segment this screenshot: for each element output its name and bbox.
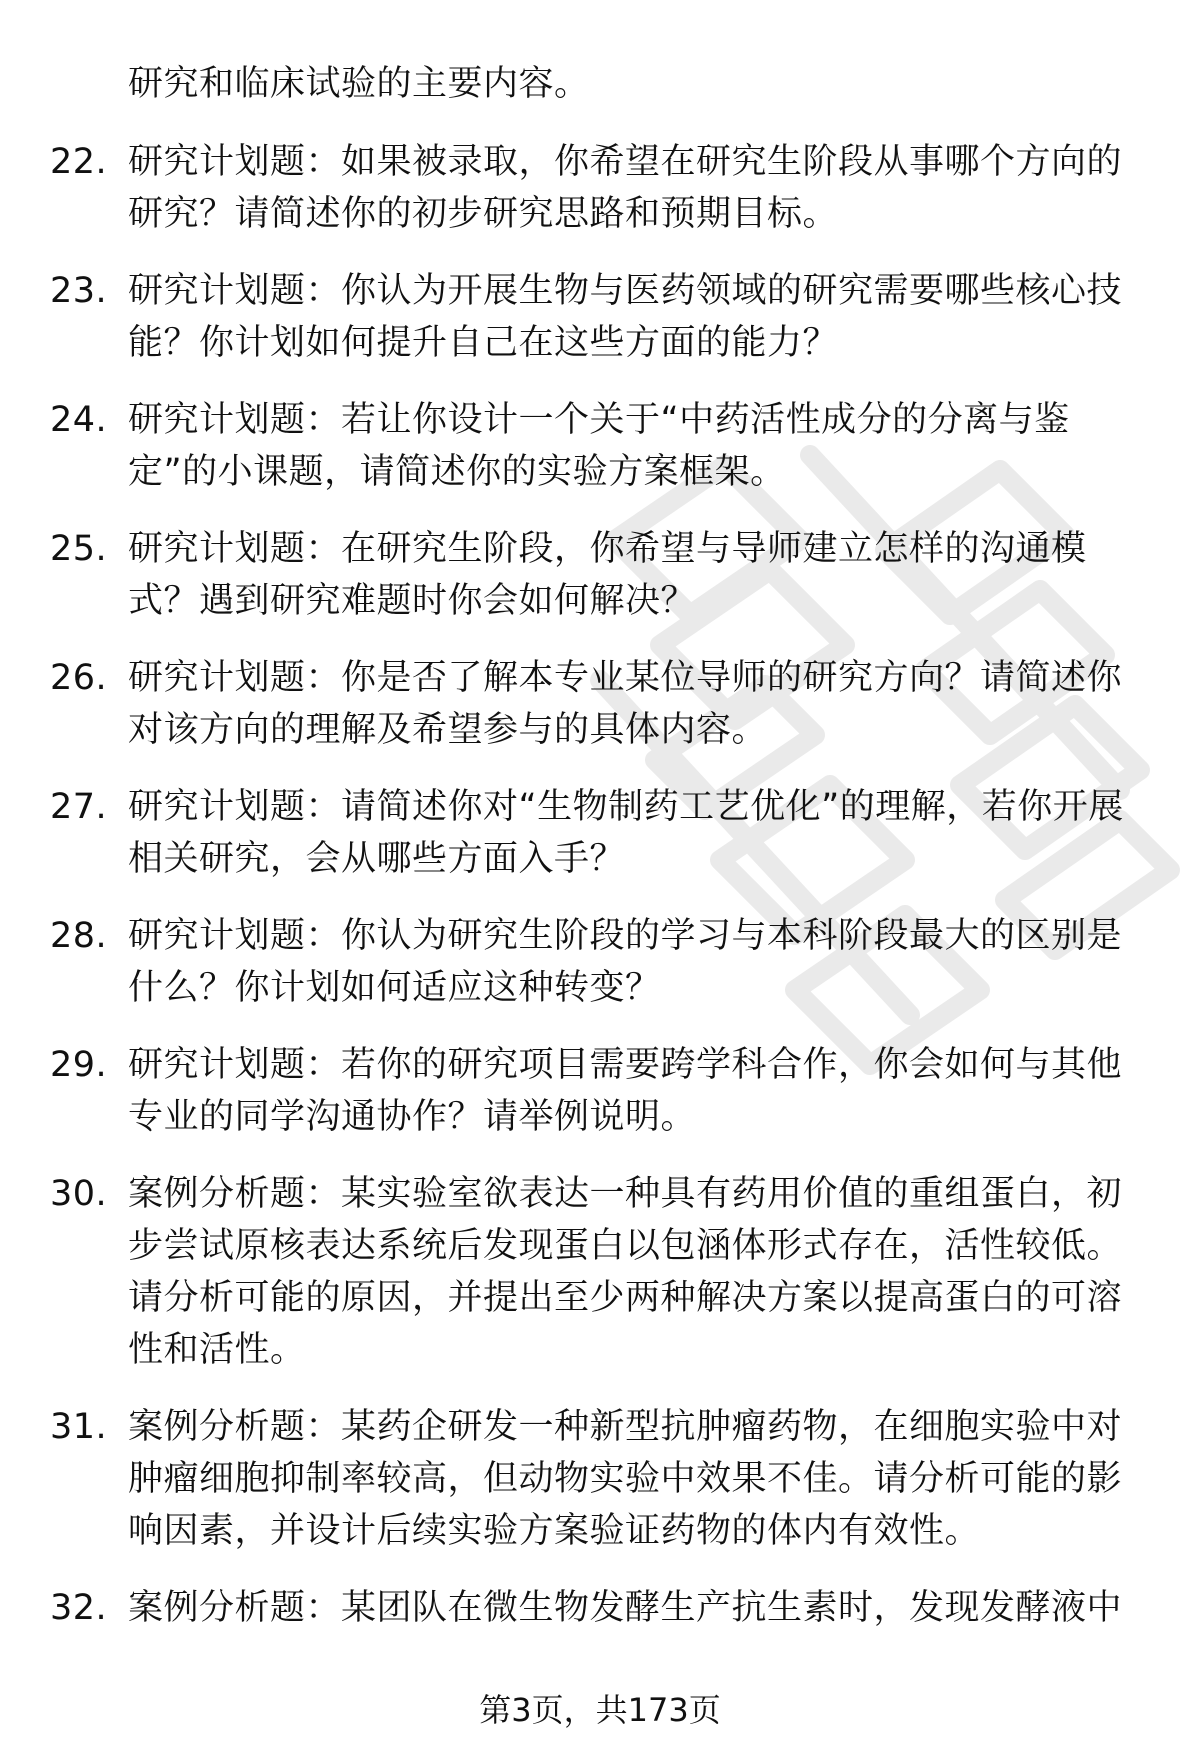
question-item-28: [50, 910, 1150, 1014]
question-text: 研究计划题：请简述你对“生物制药工艺优化”的理解，若你开展相关研究，会从哪些方面入手？: [128, 787, 1124, 879]
continued-question-text: 研究和临床试验的主要内容。: [128, 64, 590, 104]
page-footer: 第3页，共173页: [479, 1691, 721, 1729]
question-item-24: [50, 394, 1150, 498]
question-item-27: [50, 781, 1150, 885]
question-item-26: [50, 652, 1150, 756]
question-item-25: [50, 523, 1150, 627]
question-item-30: [50, 1168, 1150, 1376]
question-number: 22.: [50, 142, 108, 182]
question-item-29: [50, 1039, 1150, 1143]
question-item-22: [50, 136, 1150, 240]
question-text: 案例分析题：某团队在微生物发酵生产抗生素时，发现发酵液中: [128, 1588, 1123, 1628]
question-number: 27.: [50, 787, 108, 827]
question-text: 研究计划题：你认为开展生物与医药领域的研究需要哪些核心技能？你计划如何提升自己在这些方面的能力？: [128, 271, 1123, 363]
question-number: 25.: [50, 529, 108, 569]
question-number: 24.: [50, 400, 108, 440]
question-text: 案例分析题：某药企研发一种新型抗肿瘤药物，在细胞实验中对肿瘤细胞抑制率较高，但动物实验中效果不佳。请分析可能的影响因素，并设计后续实验方案验证药物的体内有效性。: [128, 1407, 1123, 1551]
question-text: 研究计划题：若你的研究项目需要跨学科合作，你会如何与其他专业的同学沟通协作？请举例说明。: [128, 1045, 1123, 1137]
question-number: 26.: [50, 658, 108, 698]
question-item-31: [50, 1401, 1150, 1557]
question-number: 29.: [50, 1045, 108, 1085]
question-number: 32.: [50, 1588, 108, 1628]
question-text: 研究计划题：如果被录取，你希望在研究生阶段从事哪个方向的研究？请简述你的初步研究思路和预期目标。: [128, 142, 1123, 234]
question-number: 31.: [50, 1407, 108, 1447]
question-number: 28.: [50, 916, 108, 956]
question-text: 研究计划题：在研究生阶段，你希望与导师建立怎样的沟通模式？遇到研究难题时你会如何解决？: [128, 529, 1087, 621]
question-number: 30.: [50, 1174, 108, 1214]
question-item-23: [50, 265, 1150, 369]
question-number: 23.: [50, 271, 108, 311]
question-text: 案例分析题：某实验室欲表达一种具有药用价值的重组蛋白，初步尝试原核表达系统后发现蛋白以包涵体形式存在，活性较低。请分析可能的原因，并提出至少两种解决方案以提高蛋白的可溶性和活性。: [128, 1174, 1123, 1370]
question-text: 研究计划题：你是否了解本专业某位导师的研究方向？请简述你对该方向的理解及希望参与的具体内容。: [128, 658, 1123, 750]
question-text: 研究计划题：若让你设计一个关于“中药活性成分的分离与鉴定”的小课题，请简述你的实验方案框架。: [128, 400, 1070, 492]
question-text: 研究计划题：你认为研究生阶段的学习与本科阶段最大的区别是什么？你计划如何适应这种转变？: [128, 916, 1123, 1008]
question-item-32: [50, 1582, 1150, 1634]
question-list: [50, 58, 1150, 1659]
